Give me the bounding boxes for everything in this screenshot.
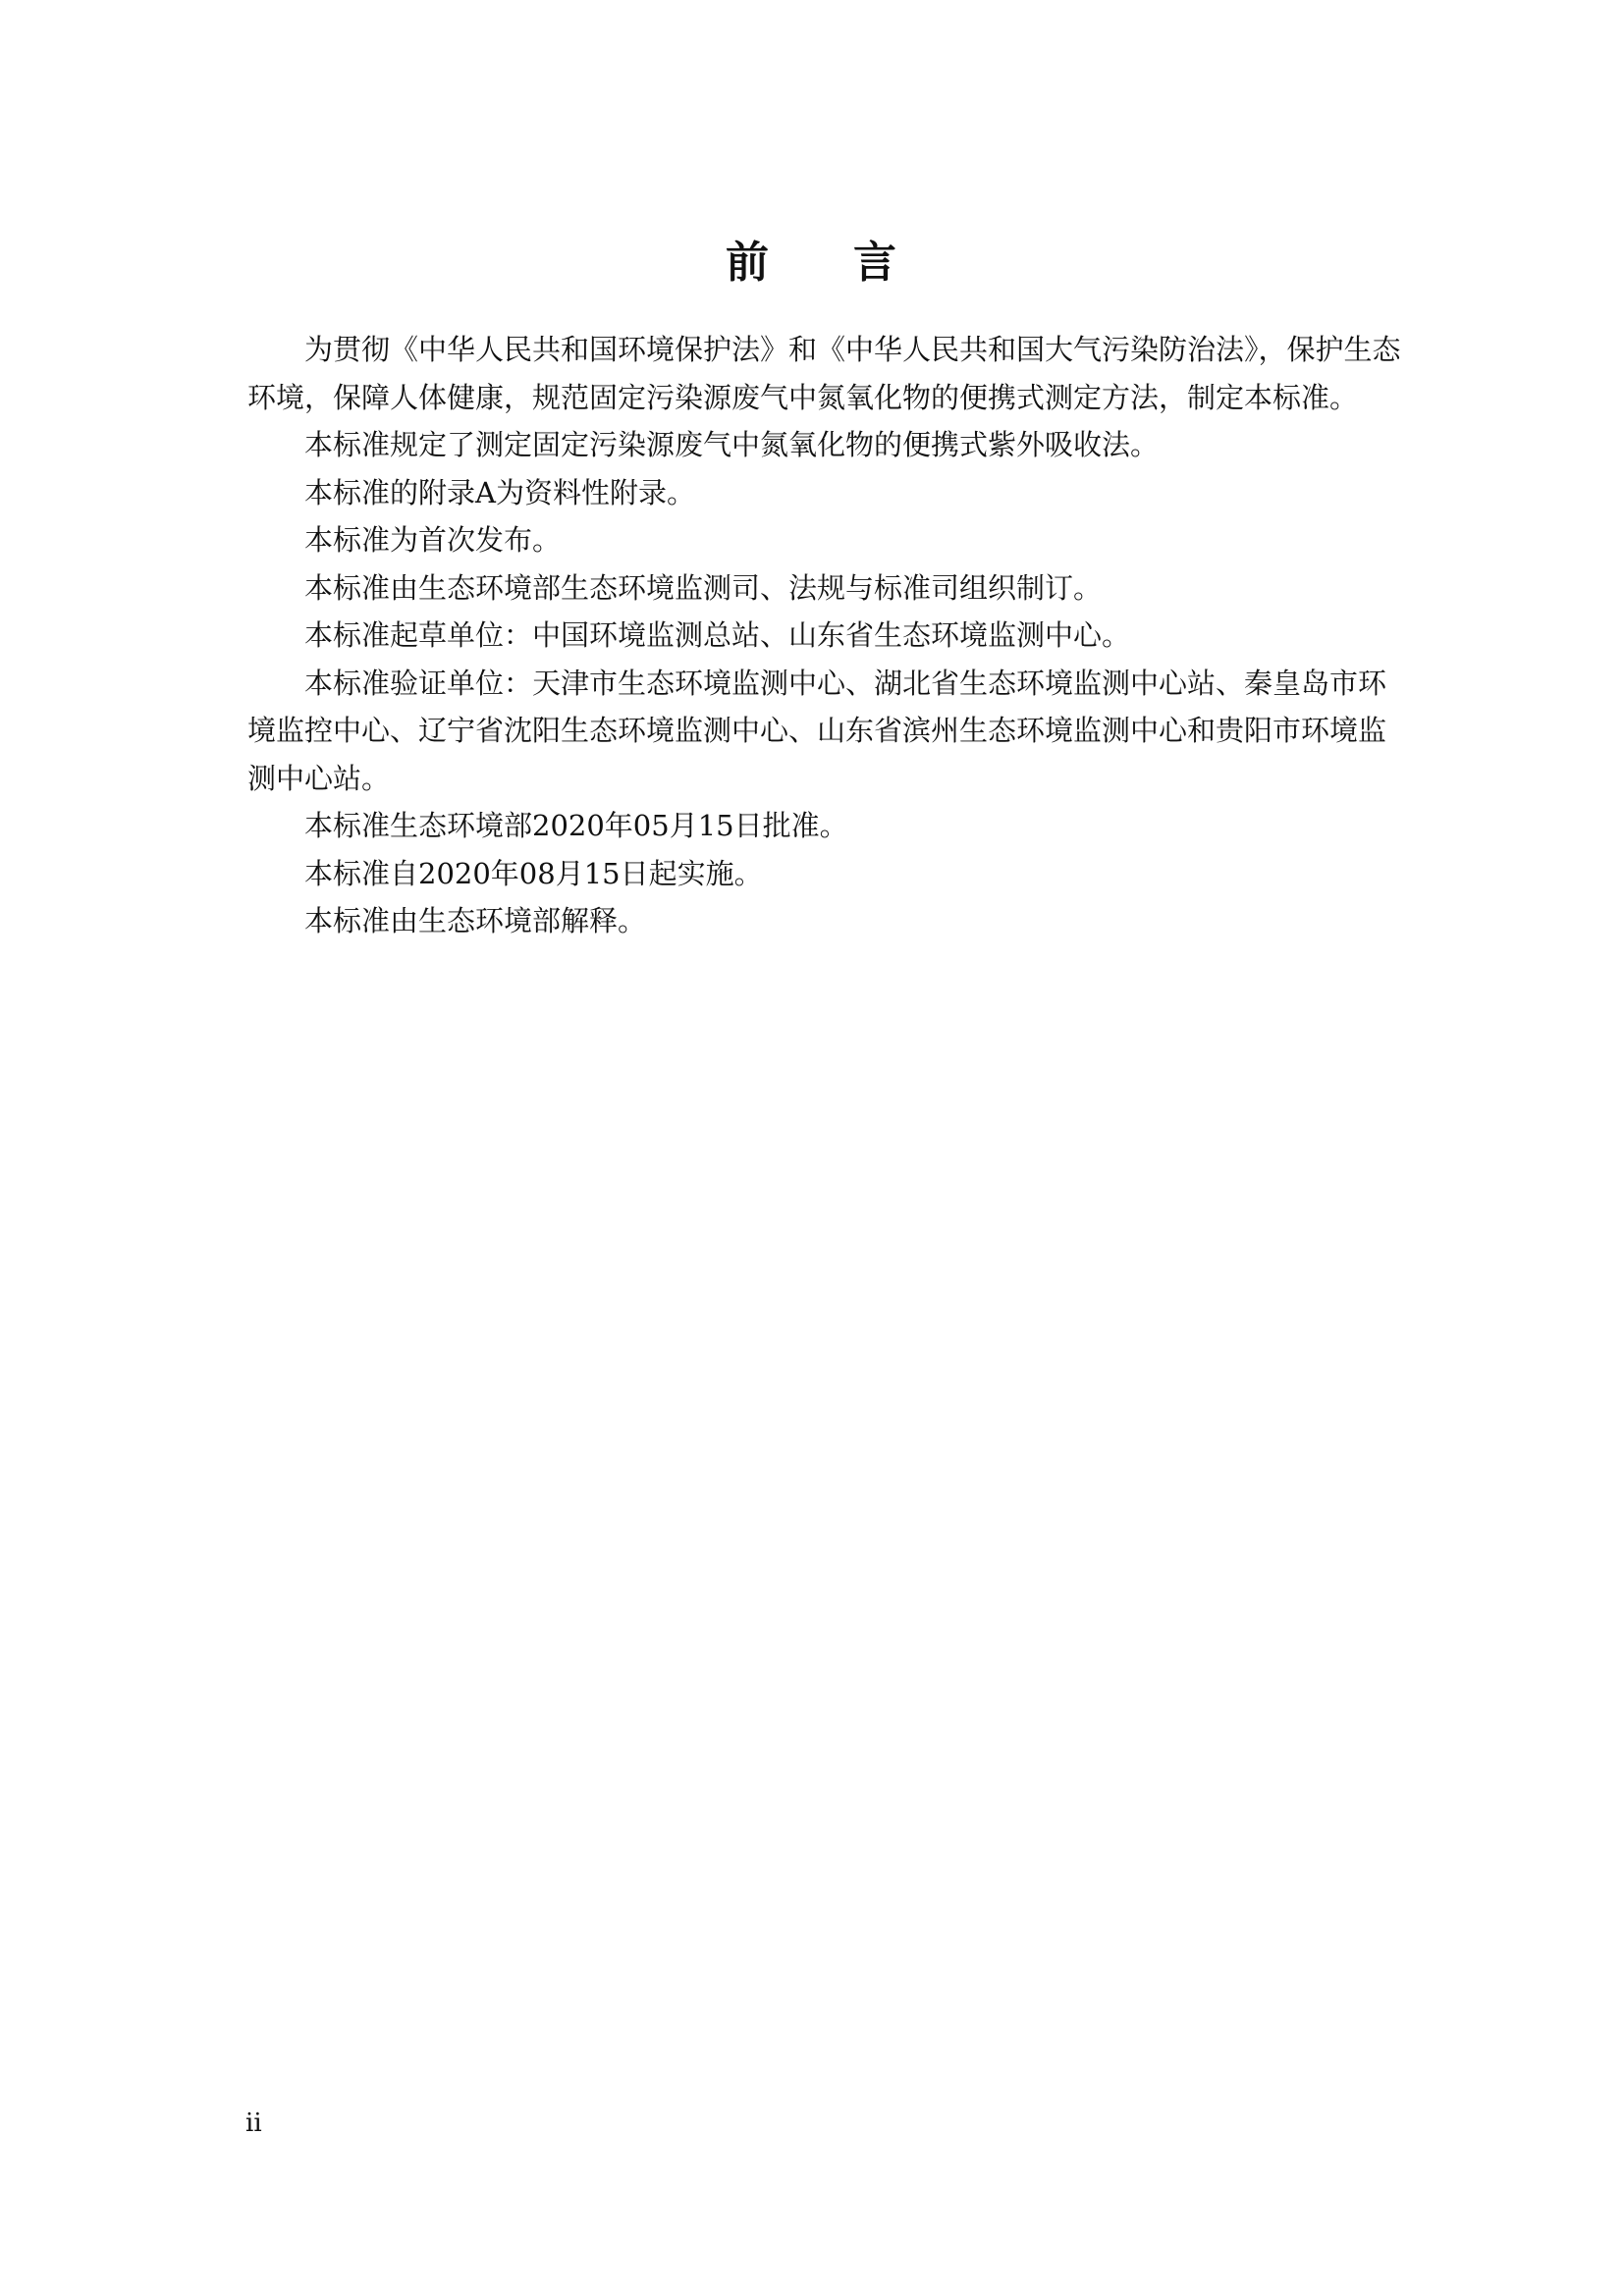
paragraph-interpretation: 本标准由生态环境部解释。 — [304, 904, 647, 937]
paragraph-appendix: 本标准的附录A为资料性附录。 — [304, 475, 695, 509]
paragraph-drafting-units: 本标准起草单位：中国环境监测总站、山东省生态环境监测中心。 — [304, 618, 1131, 652]
title-char-2: 言 — [853, 238, 898, 288]
paragraph-purpose: 为贯彻《中华人民共和国环境保护法》和《中华人民共和国大气污染防治法》，保护生态环境，保障人体健康，规范固定污染源废气中氮氧化物的便携式测定方法，制定本标准。 — [247, 333, 1401, 414]
foreword-body — [247, 326, 1406, 945]
paragraph-first-release: 本标准为首次发布。 — [304, 523, 562, 557]
paragraph-organizer: 本标准由生态环境部生态环境监测司、法规与标准司组织制订。 — [304, 570, 1103, 605]
page-title — [0, 234, 1624, 293]
paragraph-scope: 本标准规定了测定固定污染源废气中氮氧化物的便携式紫外吸收法。 — [304, 428, 1160, 461]
page-number: ii — [245, 2109, 262, 2138]
paragraph-approval-date: 本标准生态环境部2020年05月15日批准。 — [304, 809, 848, 842]
title-char-1: 前 — [726, 238, 771, 288]
paragraph-effective-date: 本标准自2020年08月15日起实施。 — [304, 856, 763, 890]
paragraph-verification-units: 本标准验证单位：天津市生态环境监测中心、湖北省生态环境监测中心站、秦皇岛市环境监控中心、辽宁省沈阳生态环境监测中心、山东省滨州生态环境监测中心和贵阳市环境监测中心站。 — [247, 666, 1387, 795]
